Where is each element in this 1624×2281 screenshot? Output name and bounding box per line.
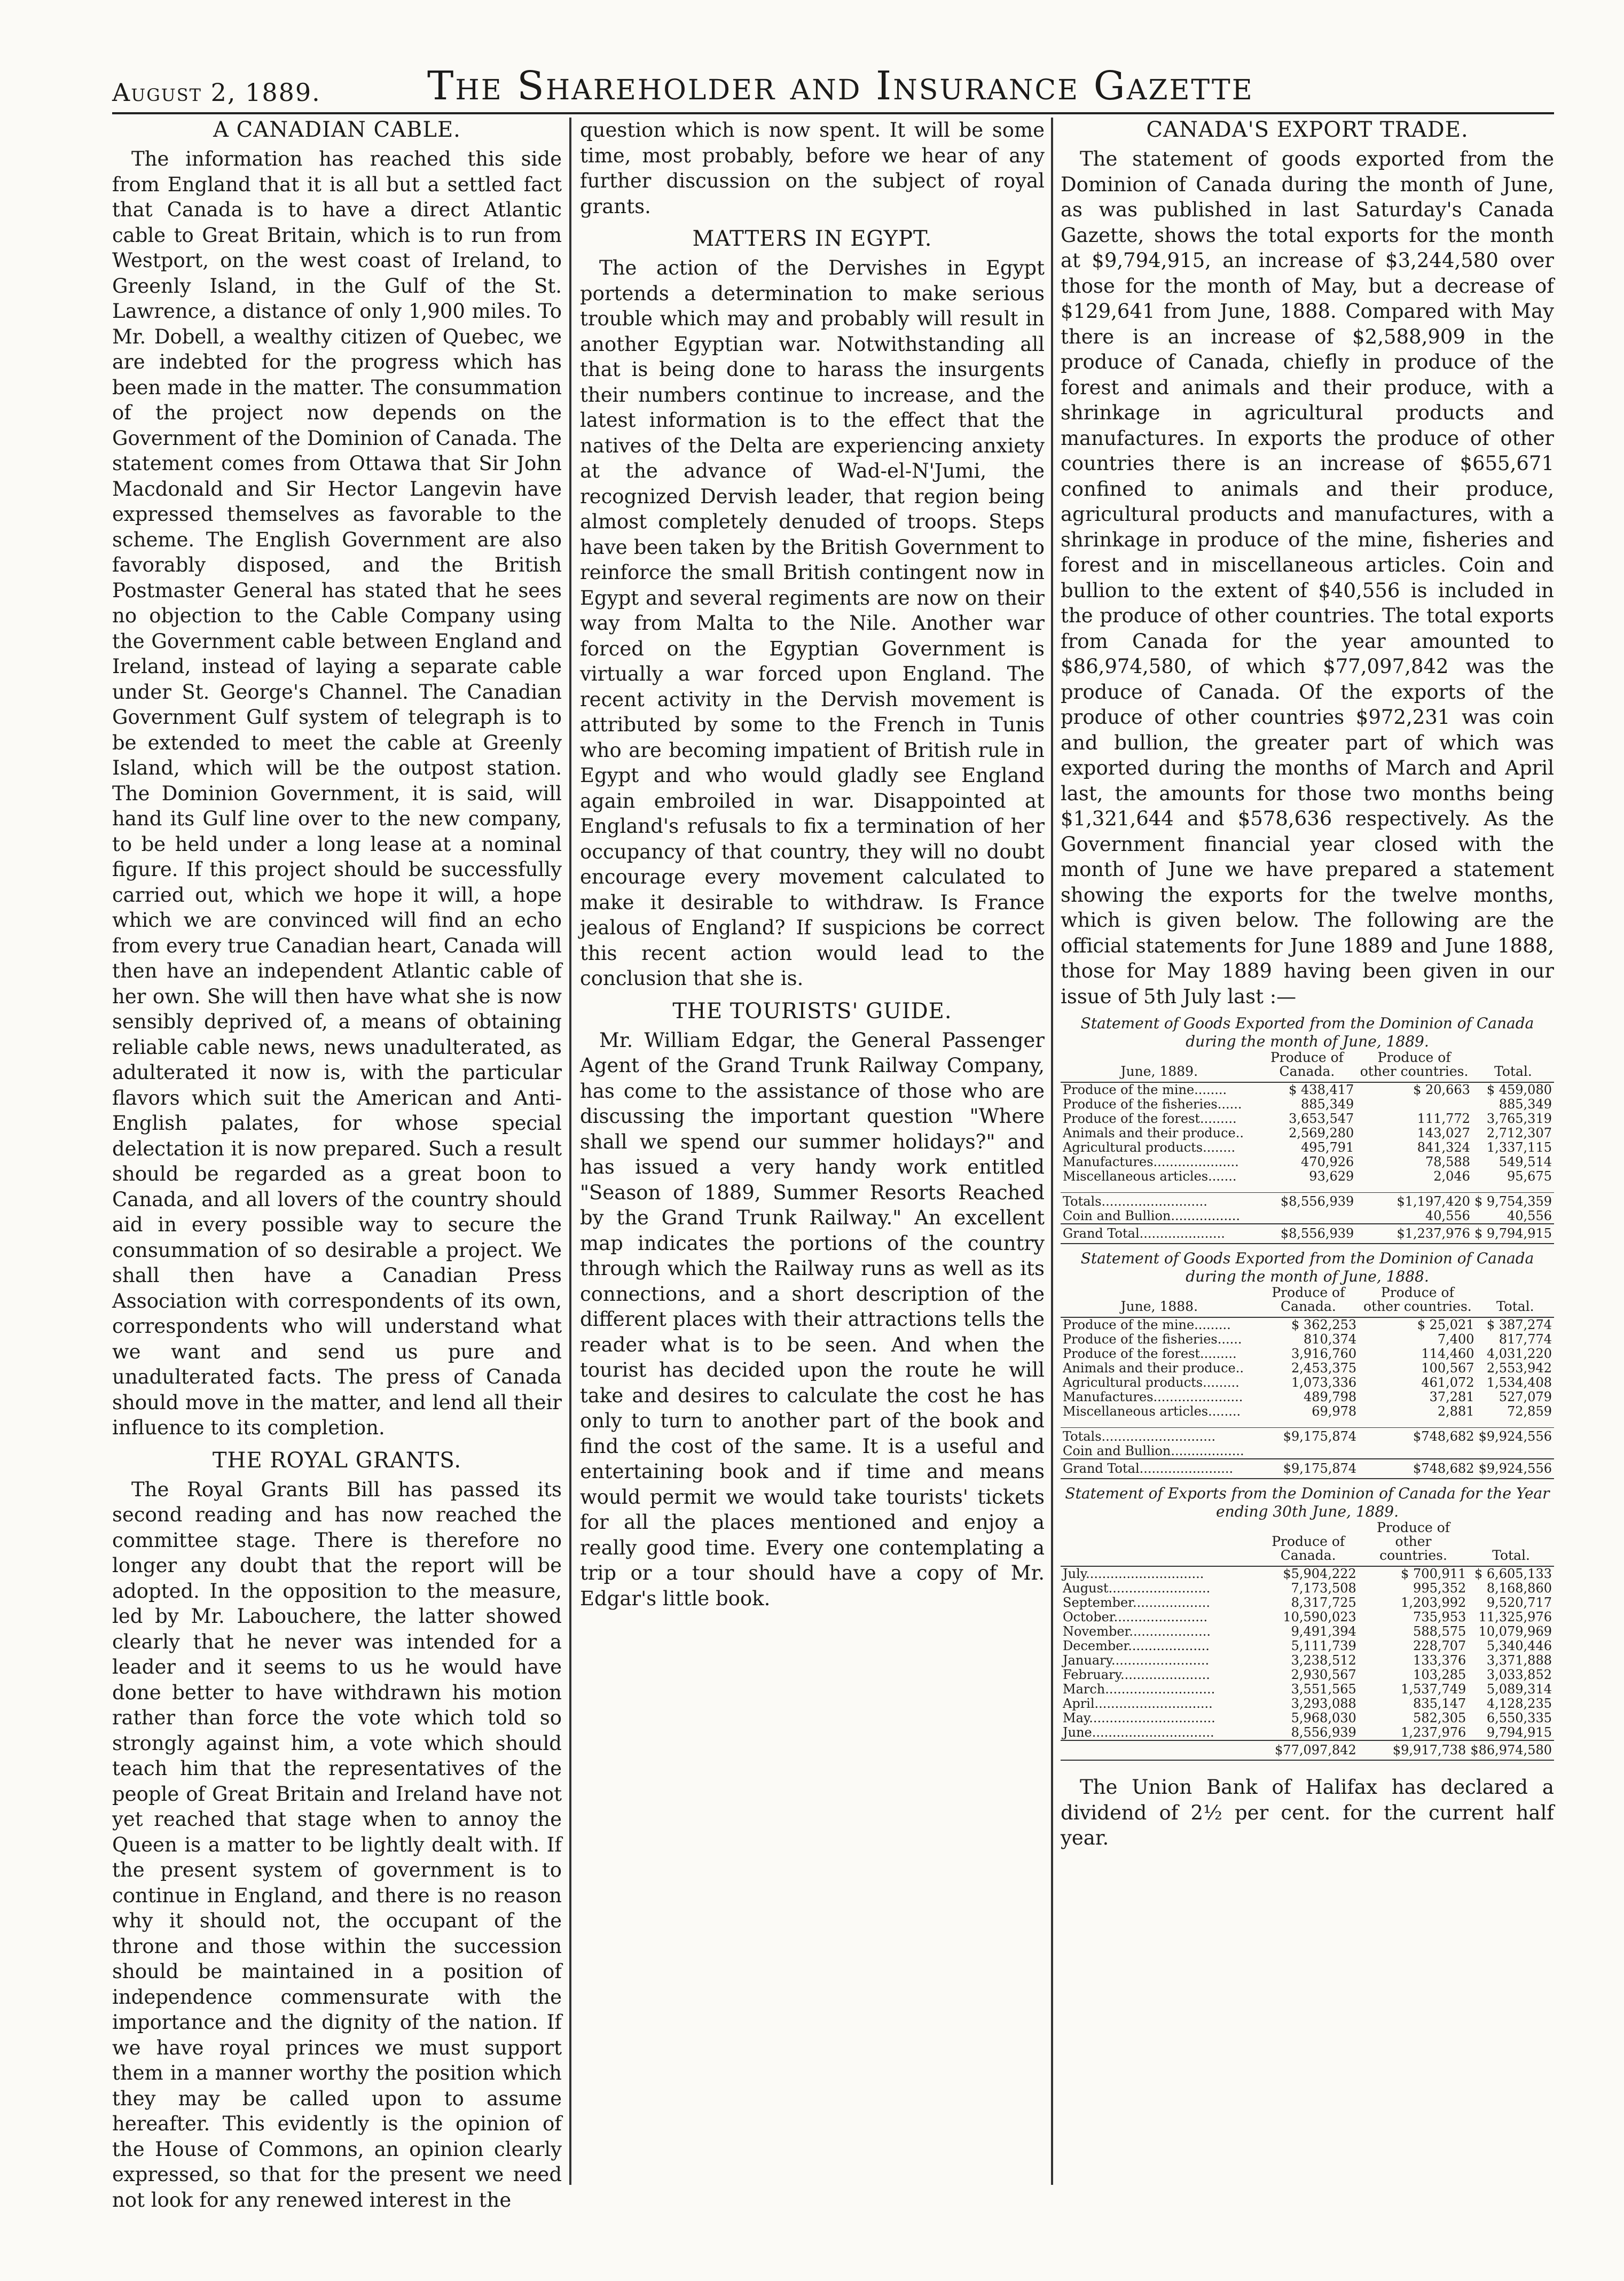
value-canada: 3,238,512 bbox=[1291, 1653, 1356, 1668]
value-other-countries: 40,556 bbox=[1425, 1208, 1470, 1223]
value-canada: 3,653,547 bbox=[1289, 1111, 1354, 1126]
value-other-countries: 143,027 bbox=[1417, 1126, 1470, 1140]
table-row bbox=[1061, 1347, 1554, 1361]
value-total: 3,765,319 bbox=[1486, 1111, 1552, 1126]
value-total: 95,675 bbox=[1507, 1169, 1552, 1184]
table-row bbox=[1061, 1112, 1554, 1126]
value-other-countries: $ 25,021 bbox=[1417, 1317, 1474, 1332]
row-label: Animals and their produce.. bbox=[1063, 1361, 1244, 1376]
value-other-countries: 78,588 bbox=[1425, 1154, 1470, 1169]
value-total: $ 9,754,359 bbox=[1472, 1193, 1554, 1209]
column-header: Produce of Canada. bbox=[1258, 1051, 1356, 1082]
value-total: 5,089,314 bbox=[1486, 1682, 1552, 1697]
table-row bbox=[1061, 1224, 1554, 1244]
value-other-countries: 1,537,749 bbox=[1401, 1682, 1466, 1697]
row-label: Produce of the mine......... bbox=[1063, 1317, 1231, 1332]
table-row bbox=[1061, 1193, 1554, 1209]
column-header: Produce of Canada. bbox=[1258, 1521, 1359, 1566]
value-canada: 9,491,394 bbox=[1291, 1624, 1356, 1639]
row-label: April............................. bbox=[1063, 1696, 1213, 1711]
table-row bbox=[1061, 1653, 1554, 1668]
table-caption: Statement of Goods Exported from the Dominion of Canada during the month of June, 1888. bbox=[1080, 1249, 1534, 1285]
value-other-countries: 114,460 bbox=[1421, 1346, 1474, 1361]
value-other-countries bbox=[1359, 1444, 1476, 1459]
value-other-countries: 835,147 bbox=[1413, 1696, 1466, 1711]
value-canada: 470,926 bbox=[1301, 1154, 1354, 1169]
table-row bbox=[1061, 1097, 1554, 1112]
row-label: June.............................. bbox=[1063, 1725, 1214, 1740]
article-paragraph: The information has reached this side from England that it is all but a settled fact that Canada is to have a direct Atlantic cable to Great Britain, which is to run from Westport, on the west coast of Ireland, to Greenly Island, in the Gulf of the St. Lawrence, a distance of only 1,900 miles. To Mr. Dobell, a wealthy citizen of Quebec, we are indebted for the progress which has been made in the matter. The consummation of the project now depends on the Government of the Dominion of Canada. The statement comes from Ottawa that Sir John Macdonald and Sir Hector Langevin have expressed themselves as favorable to the scheme. The English Government are also favorably disposed, and the British Postmaster General has stated that he sees no objection to the Cable Company using the Government cable between England and Ireland, instead of laying a separate cable under St. George's Channel. The Canadian Government Gulf system of telegraph is to be extended to meet the cable at Greenly Island, which will be the outpost station. The Dominion Government, it is said, will hand its Gulf line over to the new company, to be held under a long lease at a nominal figure. If this project should be successfully carried out, which we hope it will, a hope which we are convinced will find an echo from every true Canadian heart, Canada will then have an independent Atlantic cable of her own. She will then have what she is now sensibly deprived of, a means of obtaining reliable cable news, news unadulterated, as adulterated it now is, with the particular flavors which suit the American and Anti-English palates, for whose special delectation it is now prepared. Such a result should be regarded as a great boon to Canada, and all lovers of the country should aid in every possible way to secure the consummation of so desirable a project. We shall then have a Canadian Press Association with correspondents of its own, correspondents who will understand what we want and send us pure and unadulterated facts. The press of Canada should move in the matter, and lend all their influence to its completion. bbox=[112, 147, 562, 1439]
headline-matters-in-egypt: MATTERS IN EGYPT. bbox=[692, 226, 932, 251]
value-total: 8,168,860 bbox=[1486, 1581, 1552, 1596]
value-canada: 495,791 bbox=[1301, 1140, 1354, 1155]
value-total: 6,550,335 bbox=[1486, 1710, 1552, 1725]
value-canada: 10,590,023 bbox=[1283, 1610, 1356, 1624]
column-1 bbox=[112, 118, 562, 2213]
value-other-countries: 588,575 bbox=[1413, 1624, 1466, 1639]
value-total: 4,128,235 bbox=[1486, 1696, 1552, 1711]
headline-royal-grants: THE ROYAL GRANTS. bbox=[212, 1448, 462, 1473]
table-row bbox=[1061, 1126, 1554, 1140]
value-other-countries: 228,707 bbox=[1413, 1638, 1466, 1653]
value-canada: $8,556,939 bbox=[1258, 1193, 1356, 1209]
value-total: 1,534,408 bbox=[1486, 1375, 1552, 1390]
table-row bbox=[1061, 1711, 1554, 1725]
value-other-countries: 2,881 bbox=[1437, 1404, 1474, 1419]
value-total: $9,924,556 bbox=[1477, 1459, 1554, 1479]
column-rule-1 bbox=[569, 118, 571, 2185]
table-june-1888 bbox=[1061, 1249, 1554, 1479]
value-canada bbox=[1258, 1444, 1359, 1459]
row-label: July............................. bbox=[1063, 1566, 1204, 1581]
notice-union-bank: The Union Bank of Halifax has declared a dividend of 2½ per cent. for the current half year. bbox=[1061, 1776, 1554, 1849]
value-canada: 5,111,739 bbox=[1291, 1638, 1356, 1653]
table-row bbox=[1061, 1332, 1554, 1347]
value-total: 885,349 bbox=[1499, 1097, 1552, 1112]
value-total: $ 459,080 bbox=[1486, 1082, 1552, 1097]
value-total: 1,337,115 bbox=[1486, 1140, 1552, 1155]
value-other-countries: $ 20,663 bbox=[1413, 1082, 1470, 1097]
row-label: Produce of the fisheries...... bbox=[1063, 1097, 1242, 1112]
article-paragraph: The Royal Grants Bill has passed its second reading and has now reached the committee stage. There is therefore no longer any doubt that the report will be adopted. In the opposition to the measure, led by Mr. Labouchere, the latter showed clearly that he never was intended for a leader and it seems to us he would have done better to have withdrawn his motion rather than force the vote which told so strongly against him, a vote which should teach him that the representatives of the people of Great Britain and Ireland have not yet reached that stage when to annoy the Queen is a matter to be lightly dealt with. If the present system of government is to continue in England, and there is no reason why it should not, the occupant of the throne and those within the succession should be maintained in a position of independence commensurate with the importance and the dignity of the nation. If we have royal princes we must support them in a manner worthy the position which they may be called upon to assume hereafter. This evidently is the opinion of the House of Commons, an opinion clearly expressed, so that for the present we need not look for any renewed interest in the bbox=[112, 1478, 562, 2212]
row-label: Grand Total..................... bbox=[1061, 1224, 1258, 1244]
value-other-countries: 1,203,992 bbox=[1401, 1595, 1466, 1610]
value-total: $9,924,556 bbox=[1477, 1428, 1554, 1444]
value-total: 4,031,220 bbox=[1486, 1346, 1552, 1361]
article-paragraph: The statement of goods exported from the Dominion of Canada during the month of June, as was published in last Saturday's Canada Gazette, shows the total exports for the month at $9,794,915, an increase of $3,244,580 over those for the month of May, but a decrease of $129,641 from June, 1888. Compared with May there is an increase of $2,588,909 in the produce of Canada, chiefly in produce of the forest and animals and their produce, with a shrinkage in agricultural products and manufactures. In exports the produce of other countries there is an increase of $655,671 confined to animals and their produce, agricultural products and manufactures, with a shrinkage in produce of the mine, fisheries and forest and in miscellaneous articles. Coin and bullion to the extent of $40,556 is included in the produce of other countries. The total exports from Canada for the year amounted to $86,974,580, of which $77,097,842 was the produce of Canada. Of the exports of the produce of other countries $972,231 was coin and bullion, the greater part of which was exported during the months of March and April last, the amounts for those two months being $1,321,644 and $578,636 respectively. As the Government financial year closed with the month of June we have prepared a statement showing the exports for the twelve months, which is given below. The following are the official statements for June 1889 and June 1888, those for May 1889 having been given in our issue of 5th July last :— bbox=[1061, 147, 1554, 1008]
value-other-countries: 841,324 bbox=[1417, 1140, 1470, 1155]
value-total: 817,774 bbox=[1499, 1332, 1552, 1347]
table-row bbox=[1061, 1082, 1554, 1097]
value-total: 72,859 bbox=[1507, 1404, 1552, 1419]
table-row bbox=[1061, 1317, 1554, 1332]
value-other-countries: 735,953 bbox=[1413, 1610, 1466, 1624]
value-total: 10,079,969 bbox=[1478, 1624, 1552, 1639]
value-other-countries: 582,305 bbox=[1413, 1710, 1466, 1725]
row-label: Produce of the mine........ bbox=[1063, 1082, 1227, 1097]
table-row bbox=[1061, 1566, 1554, 1581]
value-total: $ 9,794,915 bbox=[1472, 1224, 1554, 1244]
row-label: Produce of the fisheries...... bbox=[1063, 1332, 1242, 1347]
table-row bbox=[1061, 1697, 1554, 1711]
table-row bbox=[1061, 1624, 1554, 1639]
table-caption: Statement of Goods Exported from the Dominion of Canada during the month of June, 1889. bbox=[1080, 1014, 1534, 1050]
value-canada: $77,097,842 bbox=[1258, 1740, 1359, 1760]
value-other-countries: 995,352 bbox=[1413, 1581, 1466, 1596]
table-row bbox=[1061, 1639, 1554, 1653]
value-total: $ 387,274 bbox=[1486, 1317, 1552, 1332]
value-total: 549,514 bbox=[1499, 1154, 1552, 1169]
column-header: Total. bbox=[1477, 1286, 1554, 1317]
value-other-countries: $748,682 bbox=[1359, 1428, 1476, 1444]
value-total: 5,340,446 bbox=[1486, 1638, 1552, 1653]
row-label: Miscellaneous articles........ bbox=[1063, 1404, 1241, 1419]
value-canada: $9,175,874 bbox=[1258, 1428, 1359, 1444]
value-other-countries: 37,281 bbox=[1429, 1389, 1474, 1404]
value-other-countries: $1,237,976 bbox=[1356, 1224, 1472, 1244]
column-header: Produce of Canada. bbox=[1258, 1286, 1359, 1317]
spacer-row bbox=[1061, 1184, 1554, 1193]
value-other-countries: 100,567 bbox=[1421, 1361, 1474, 1376]
value-total: 9,794,915 bbox=[1486, 1725, 1552, 1740]
column-header: Total. bbox=[1472, 1051, 1554, 1082]
value-canada: 3,916,760 bbox=[1291, 1346, 1357, 1361]
column-header: Total. bbox=[1468, 1521, 1554, 1566]
value-canada: 810,374 bbox=[1303, 1332, 1357, 1347]
spacer-row bbox=[1061, 1419, 1554, 1428]
row-label: Agricultural products......... bbox=[1063, 1375, 1239, 1390]
value-other-countries: 133,376 bbox=[1413, 1653, 1466, 1668]
table-row bbox=[1061, 1444, 1554, 1459]
table-row bbox=[1061, 1155, 1554, 1169]
value-canada: $ 362,253 bbox=[1291, 1317, 1357, 1332]
table-row bbox=[1061, 1361, 1554, 1376]
value-total bbox=[1477, 1444, 1554, 1459]
value-other-countries: 2,046 bbox=[1433, 1169, 1470, 1184]
value-canada: $ 438,417 bbox=[1289, 1082, 1354, 1097]
row-label: Coin and Bullion.................. bbox=[1063, 1443, 1244, 1458]
table-row bbox=[1061, 1428, 1554, 1444]
column-header-blank bbox=[1061, 1521, 1258, 1566]
newspaper-title: The Shareholder and Insurance Gazette bbox=[427, 63, 1254, 109]
article-paragraph-continued: question which is now spent. It will be some time, most probably, before we hear of any further discussion on the subject of royal grants. bbox=[580, 119, 1045, 218]
table-year-1889 bbox=[1061, 1485, 1554, 1761]
table-row bbox=[1061, 1140, 1554, 1155]
value-total: 2,712,307 bbox=[1486, 1126, 1552, 1140]
row-label: Coin and Bullion................. bbox=[1063, 1208, 1241, 1223]
headline-tourists-guide: THE TOURISTS' GUIDE. bbox=[672, 998, 952, 1024]
column-header: Produce of other countries. bbox=[1356, 1051, 1472, 1082]
value-canada: 8,317,725 bbox=[1291, 1595, 1356, 1610]
table-row bbox=[1061, 1209, 1554, 1224]
row-label: October....................... bbox=[1063, 1610, 1208, 1624]
table-row bbox=[1061, 1404, 1554, 1419]
table-row bbox=[1061, 1376, 1554, 1390]
row-label: March........................... bbox=[1063, 1682, 1215, 1697]
column-header: Produce of other countries. bbox=[1359, 1521, 1469, 1566]
value-other-countries: 461,072 bbox=[1421, 1375, 1474, 1390]
row-label: Manufactures...................... bbox=[1063, 1389, 1243, 1404]
value-canada: 885,349 bbox=[1301, 1097, 1354, 1112]
masthead-rule bbox=[112, 112, 1554, 114]
value-other-countries: $9,917,738 bbox=[1359, 1740, 1469, 1760]
row-label: August......................... bbox=[1063, 1581, 1211, 1596]
column-2 bbox=[580, 118, 1045, 1611]
value-other-countries: $1,197,420 bbox=[1356, 1193, 1472, 1209]
row-label: Produce of the forest......... bbox=[1063, 1346, 1237, 1361]
value-canada: 7,173,508 bbox=[1291, 1581, 1356, 1596]
row-label: December.................... bbox=[1063, 1638, 1210, 1653]
headline-export-trade: CANADA'S EXPORT TRADE. bbox=[1146, 118, 1469, 142]
table-row bbox=[1061, 1169, 1554, 1184]
value-canada: $5,904,222 bbox=[1283, 1566, 1356, 1581]
table-row bbox=[1061, 1596, 1554, 1610]
value-total: 40,556 bbox=[1507, 1208, 1552, 1223]
row-label: November.................... bbox=[1063, 1624, 1211, 1639]
table-june-1889 bbox=[1061, 1014, 1554, 1244]
value-canada: 8,556,939 bbox=[1291, 1725, 1356, 1740]
value-canada: 1,073,336 bbox=[1291, 1375, 1357, 1390]
value-canada: 2,453,375 bbox=[1291, 1361, 1357, 1376]
value-other-countries: $ 700,911 bbox=[1401, 1566, 1466, 1581]
article-paragraph: Mr. William Edgar, the General Passenger Agent of the Grand Trunk Railway Company, has come to the assistance of those who are discussing the important question "Where shall we spend our summer holidays?" and has issued a very handy work entitled "Season of 1889, Summer Resorts Reached by the Grand Trunk Railway." An excellent map indicates the portions of the country through which the Railway runs as well as its connections, and a short description of the different places with their attractions tells the reader what is to be seen. And when the tourist has decided upon the route he will take and desires to calculate the cost he has only to turn to another part of the book and find the cost of the same. It is a useful and entertaining book and if time and means would permit we would take tourists' tickets for all the places mentioned and enjoy a really good time. Every one contemplating a trip or a tour should have a copy of Mr. Edgar's little book. bbox=[580, 1028, 1045, 1610]
row-label: Miscellaneous articles....... bbox=[1063, 1169, 1237, 1184]
masthead bbox=[96, 63, 1549, 111]
value-total: 2,553,942 bbox=[1486, 1361, 1552, 1376]
row-label: Manufactures..................... bbox=[1063, 1154, 1239, 1169]
row-label: Animals and their produce.. bbox=[1063, 1126, 1244, 1140]
row-label: Grand Total....................... bbox=[1061, 1459, 1258, 1479]
column-header: June, 1888. bbox=[1061, 1286, 1258, 1317]
row-label bbox=[1061, 1740, 1258, 1760]
value-canada bbox=[1258, 1209, 1356, 1224]
value-total: 9,520,717 bbox=[1486, 1595, 1552, 1610]
headline-canadian-cable: A CANADIAN CABLE. bbox=[213, 118, 461, 142]
row-label: Totals............................ bbox=[1061, 1428, 1258, 1444]
value-other-countries: 1,237,976 bbox=[1401, 1725, 1466, 1740]
value-canada: 5,968,030 bbox=[1291, 1710, 1356, 1725]
value-canada: 2,569,280 bbox=[1289, 1126, 1354, 1140]
value-other-countries bbox=[1356, 1097, 1472, 1112]
value-total: 527,079 bbox=[1499, 1389, 1552, 1404]
row-label: Agricultural products........ bbox=[1063, 1140, 1236, 1155]
value-total: $ 6,605,133 bbox=[1474, 1566, 1552, 1581]
value-other-countries: $748,682 bbox=[1359, 1459, 1476, 1479]
table-row bbox=[1061, 1390, 1554, 1404]
table-row bbox=[1061, 1459, 1554, 1479]
row-label: February...................... bbox=[1063, 1667, 1210, 1682]
table-row bbox=[1061, 1682, 1554, 1697]
value-canada: 3,551,565 bbox=[1291, 1682, 1356, 1697]
column-header: June, 1889. bbox=[1061, 1051, 1258, 1082]
value-canada: 69,978 bbox=[1312, 1404, 1357, 1419]
value-canada: 93,629 bbox=[1309, 1169, 1354, 1184]
value-canada: 3,293,088 bbox=[1291, 1696, 1356, 1711]
table-row bbox=[1061, 1610, 1554, 1624]
value-other-countries: 103,285 bbox=[1413, 1667, 1466, 1682]
column-rule-2 bbox=[1051, 118, 1053, 2185]
value-canada: 489,798 bbox=[1303, 1389, 1357, 1404]
row-label: September................... bbox=[1063, 1595, 1210, 1610]
table-row bbox=[1061, 1740, 1554, 1760]
article-paragraph: The action of the Dervishes in Egypt portends a determination to make serious trouble which may and probably will result in another Egyptian war. Notwithstanding all that is being done to harass the insurgents their numbers continue to increase, and the latest information is to the effect that the natives of the Delta are experiencing anxiety at the advance of Wad-el-N'Jumi, the recognized Dervish leader, that region being almost completely denuded of troops. Steps have been taken by the British Government to reinforce the small British contingent now in Egypt and several regiments are now on their way from Malta to the Nile. Another war forced on the Egyptian Government is virtually a war forced upon England. The recent activity in the Dervish movement is attributed by some to the French in Tunis who are becoming impatient of British rule in Egypt and who would gladly see England again embroiled in war. Disappointed at England's refusals to fix a termination of her occupancy of that country, they will no doubt encourage every movement calculated to make it desirable to withdraw. Is France jealous of England? If suspicions be correct this recent action would lead to the conclusion that she is. bbox=[580, 256, 1045, 990]
value-canada: $8,556,939 bbox=[1258, 1224, 1356, 1244]
row-label: January........................ bbox=[1063, 1653, 1210, 1668]
value-total: $86,974,580 bbox=[1468, 1740, 1554, 1760]
value-other-countries: 7,400 bbox=[1437, 1332, 1474, 1347]
column-3 bbox=[1061, 118, 1554, 1851]
table-caption: Statement of Exports from the Dominion of Canada for the Year ending 30th June, 1889. bbox=[1065, 1485, 1550, 1520]
value-other-countries: 111,772 bbox=[1417, 1111, 1470, 1126]
column-header: Produce of other countries. bbox=[1359, 1286, 1476, 1317]
value-total: 11,325,976 bbox=[1478, 1610, 1552, 1624]
row-label: May............................... bbox=[1063, 1710, 1215, 1725]
value-canada: $9,175,874 bbox=[1258, 1459, 1359, 1479]
value-total: 3,371,888 bbox=[1486, 1653, 1552, 1668]
table-row bbox=[1061, 1725, 1554, 1740]
row-label: Produce of the forest......... bbox=[1063, 1111, 1237, 1126]
table-row bbox=[1061, 1581, 1554, 1596]
table-row bbox=[1061, 1668, 1554, 1682]
value-canada: 2,930,567 bbox=[1291, 1667, 1356, 1682]
issue-date: August 2, 1889. bbox=[112, 78, 321, 107]
value-total: 3,033,852 bbox=[1486, 1667, 1552, 1682]
row-label: Totals.......................... bbox=[1061, 1193, 1258, 1209]
